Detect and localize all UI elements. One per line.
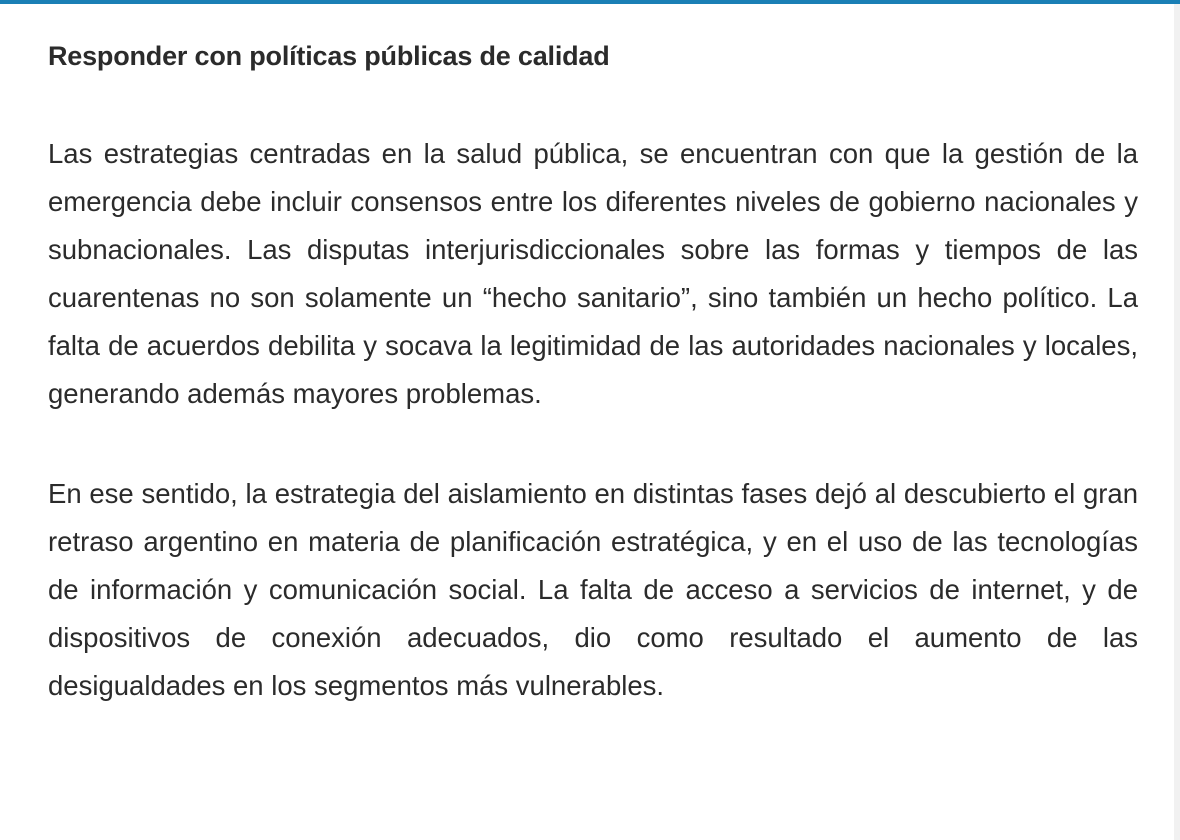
article-paragraph-2: En ese sentido, la estrategia del aislamiento en distintas fases dejó al descubierto el gran retraso argentino en materia de planificación estratégica, y en el uso de las tecnologías de información y comunicación social. La falta de acceso a servicios de internet, y de dispositivos de conexión adecuados, dio como resultado el aumento de las desigualdades en los segmentos más vulnerables. <box>48 478 1138 701</box>
article-paragraph-1: Las estrategias centradas en la salud pública, se encuentran con que la gestión de la emergencia debe incluir consensos entre los diferentes niveles de gobierno nacionales y subnacionales. Las disputas interjurisdiccionales sobre las formas y tiempos de las cuarentenas no son solamente un “hecho sanitario”, sino también un hecho político. La falta de acuerdos debilita y socava la legitimidad de las autoridades nacionales y locales, generando además mayores problemas. <box>48 138 1138 409</box>
section-title: Responder con políticas públicas de calidad <box>48 41 610 71</box>
article-body <box>48 34 1138 710</box>
scrollbar-track[interactable] <box>1174 4 1180 840</box>
top-accent-rule <box>0 0 1180 4</box>
